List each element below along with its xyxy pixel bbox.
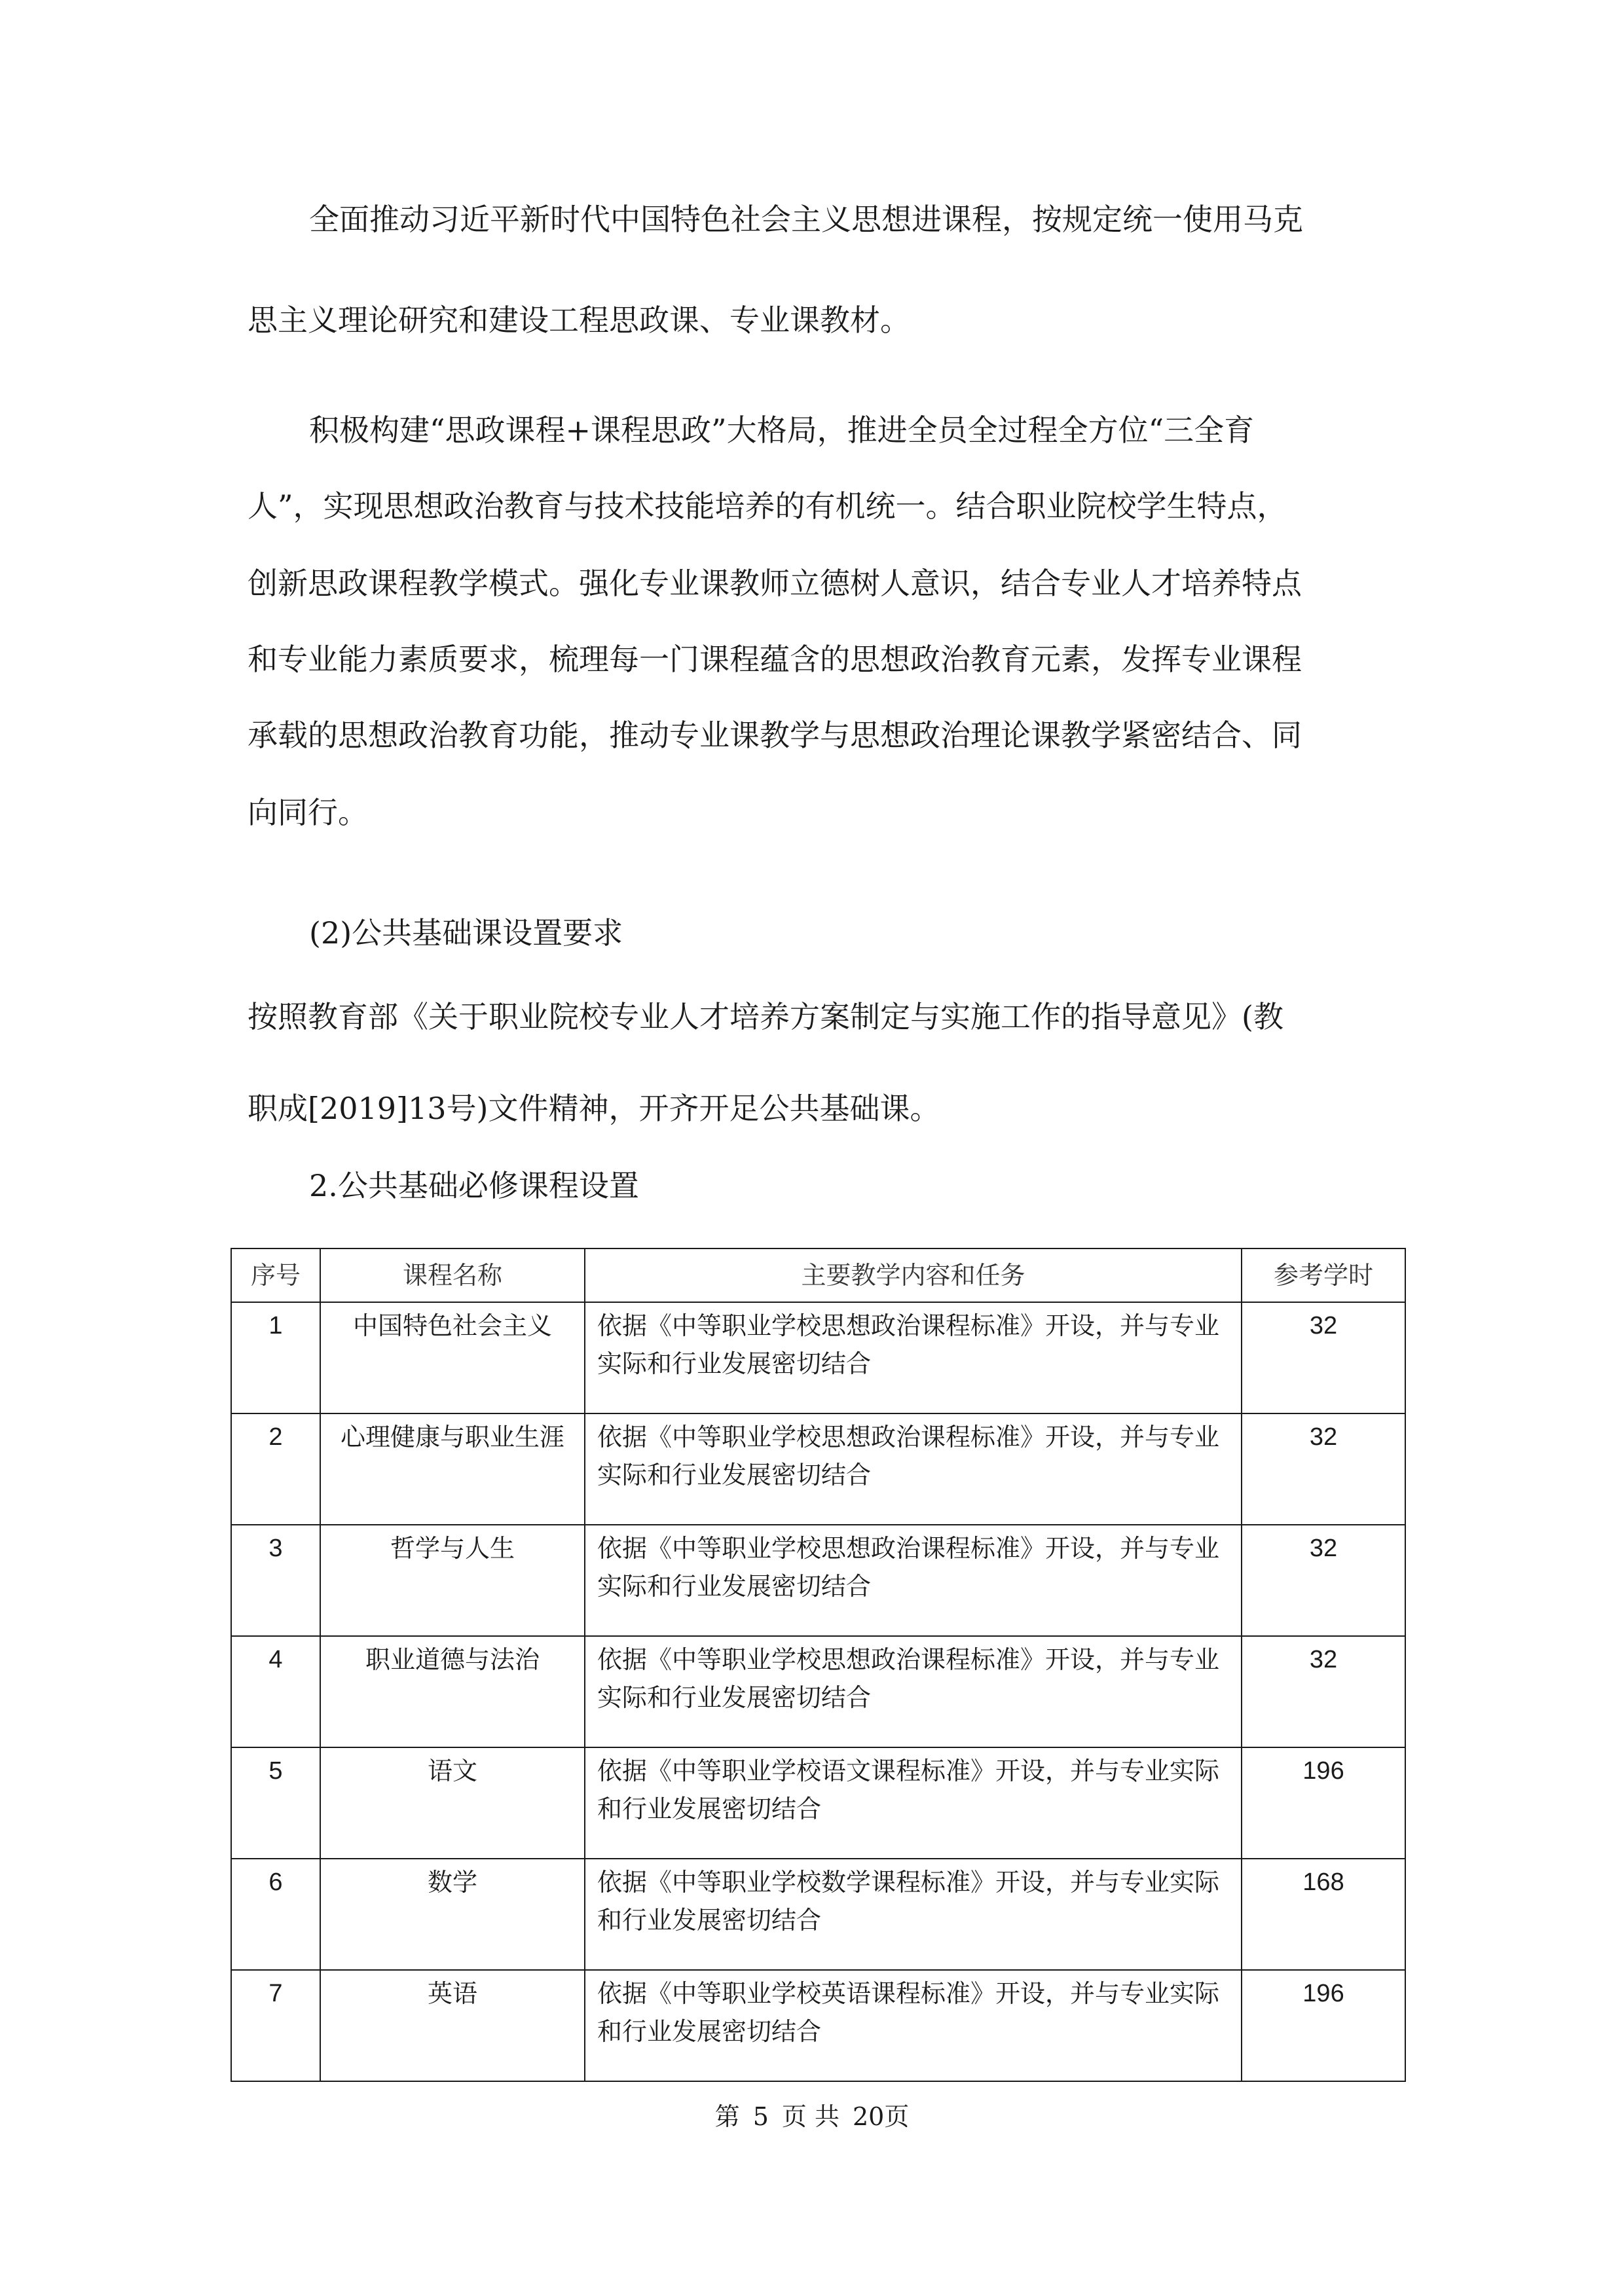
paragraph-2-line-2: 人”，实现思想政治教育与技术技能培养的有机统一。结合职业院校学生特点， bbox=[248, 488, 1287, 524]
paragraph-2-line-6: 向同行。 bbox=[248, 795, 368, 830]
footer-middle: 页 共 bbox=[781, 2102, 840, 2131]
row-content: 依据《中等职业学校思想政治课程标准》开设，并与专业实际和行业发展密切结合 bbox=[585, 1302, 1242, 1413]
row-course-name: 语文 bbox=[320, 1747, 585, 1859]
table-row bbox=[231, 1859, 1405, 1970]
row-number: 1 bbox=[231, 1302, 320, 1413]
row-content: 依据《中等职业学校数学课程标准》开设，并与专业实际和行业发展密切结合 bbox=[585, 1859, 1242, 1970]
row-hours: 32 bbox=[1242, 1302, 1405, 1413]
row-course-name: 哲学与人生 bbox=[320, 1525, 585, 1636]
row-hours: 32 bbox=[1242, 1636, 1405, 1747]
row-hours: 32 bbox=[1242, 1525, 1405, 1636]
table-row bbox=[231, 1302, 1405, 1413]
row-course-name: 心理健康与职业生涯 bbox=[320, 1413, 585, 1525]
header-number: 序号 bbox=[231, 1248, 320, 1302]
paragraph-3-line-1: 按照教育部《关于职业院校专业人才培养方案制定与实施工作的指导意见》(教 bbox=[248, 999, 1283, 1034]
page-footer bbox=[0, 2096, 1624, 2132]
section-heading-public-basic-courses: (2)公共基础课设置要求 bbox=[309, 915, 623, 951]
paragraph-1-line-1: 全面推动习近平新时代中国特色社会主义思想进课程，按规定统一使用马克 bbox=[309, 202, 1303, 237]
row-hours: 168 bbox=[1242, 1859, 1405, 1970]
row-content: 依据《中等职业学校语文课程标准》开设，并与专业实际和行业发展密切结合 bbox=[585, 1747, 1242, 1859]
header-hours: 参考学时 bbox=[1242, 1248, 1405, 1302]
row-content: 依据《中等职业学校英语课程标准》开设，并与专业实际和行业发展密切结合 bbox=[585, 1970, 1242, 2081]
section-heading-required-courses: 2.公共基础必修课程设置 bbox=[309, 1168, 639, 1203]
row-course-name: 职业道德与法治 bbox=[320, 1636, 585, 1747]
table-row bbox=[231, 1413, 1405, 1525]
row-content: 依据《中等职业学校思想政治课程标准》开设，并与专业实际和行业发展密切结合 bbox=[585, 1525, 1242, 1636]
table-row bbox=[231, 1525, 1405, 1636]
table-row bbox=[231, 1636, 1405, 1747]
row-course-name: 英语 bbox=[320, 1970, 585, 2081]
footer-total-pages: 20页 bbox=[852, 2102, 910, 2131]
paragraph-2-line-1: 积极构建“思政课程+课程思政”大格局，推进全员全过程全方位“三全育 bbox=[309, 412, 1255, 448]
footer-prefix: 第 bbox=[714, 2102, 740, 2131]
footer-page-number: 5 bbox=[752, 2102, 769, 2131]
header-course-name: 课程名称 bbox=[320, 1248, 585, 1302]
row-number: 3 bbox=[231, 1525, 320, 1636]
row-number: 5 bbox=[231, 1747, 320, 1859]
table-header-row bbox=[231, 1248, 1405, 1302]
paragraph-1-line-2: 思主义理论研究和建设工程思政课、专业课教材。 bbox=[248, 302, 910, 338]
row-content: 依据《中等职业学校思想政治课程标准》开设，并与专业实际和行业发展密切结合 bbox=[585, 1413, 1242, 1525]
paragraph-2-line-4: 和专业能力素质要求，梳理每一门课程蕴含的思想政治教育元素，发挥专业课程 bbox=[248, 642, 1302, 677]
required-courses-table bbox=[231, 1248, 1406, 2082]
row-hours: 196 bbox=[1242, 1970, 1405, 2081]
row-number: 7 bbox=[231, 1970, 320, 2081]
row-number: 4 bbox=[231, 1636, 320, 1747]
row-content: 依据《中等职业学校思想政治课程标准》开设，并与专业实际和行业发展密切结合 bbox=[585, 1636, 1242, 1747]
paragraph-3-line-2: 职成[2019]13号)文件精神，开齐开足公共基础课。 bbox=[248, 1091, 940, 1126]
table-row bbox=[231, 1970, 1405, 2081]
row-course-name: 中国特色社会主义 bbox=[320, 1302, 585, 1413]
row-number: 2 bbox=[231, 1413, 320, 1525]
table-row bbox=[231, 1747, 1405, 1859]
header-content: 主要教学内容和任务 bbox=[585, 1248, 1242, 1302]
paragraph-2-line-3: 创新思政课程教学模式。强化专业课教师立德树人意识，结合专业人才培养特点 bbox=[248, 566, 1302, 601]
row-hours: 32 bbox=[1242, 1413, 1405, 1525]
paragraph-2-line-5: 承载的思想政治教育功能，推动专业课教学与思想政治理论课教学紧密结合、同 bbox=[248, 718, 1302, 753]
row-hours: 196 bbox=[1242, 1747, 1405, 1859]
row-course-name: 数学 bbox=[320, 1859, 585, 1970]
row-number: 6 bbox=[231, 1859, 320, 1970]
